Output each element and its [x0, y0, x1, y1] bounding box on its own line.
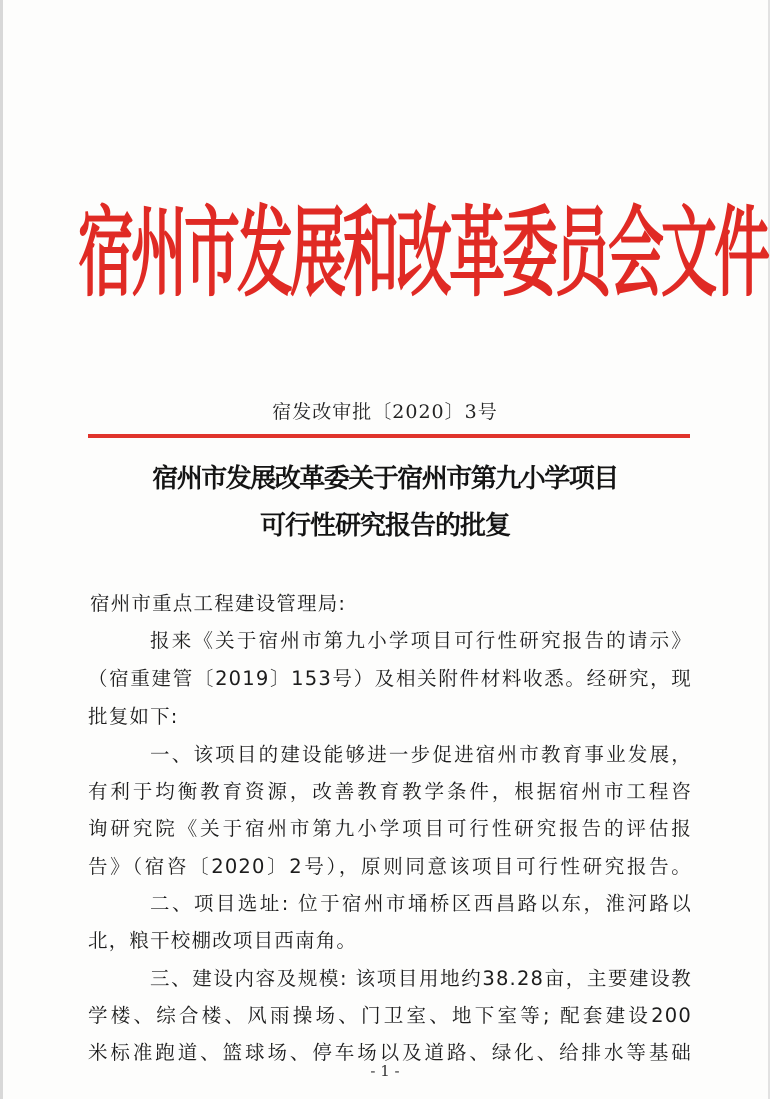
- page-number: - 1 -: [370, 1062, 400, 1080]
- body-line: 三、建设内容及规模: 该项目用地约38.28亩，主要建设教: [150, 967, 692, 990]
- body-line: 告》（宿咨〔2020〕2号），原则同意该项目可行性研究报告。: [88, 855, 692, 878]
- masthead-title: 宿州市发展和改革委员会文件: [78, 195, 767, 311]
- document-title-line-2: 可行性研究报告的批复: [259, 511, 510, 541]
- body-line: 北，粮干校棚改项目西南角。: [88, 929, 358, 952]
- scan-edge-left: [0, 0, 3, 1099]
- recipient-line: 宿州市重点工程建设管理局:: [90, 592, 347, 615]
- document-title-line-1: 宿州市发展改革委关于宿州市第九小学项目: [152, 464, 618, 494]
- document-number: 宿发改审批〔2020〕3号: [272, 401, 498, 423]
- body-line: 批复如下:: [88, 705, 179, 728]
- body-line: 报来《关于宿州市第九小学项目可行性研究报告的请示》: [150, 629, 692, 652]
- red-separator-rule: [88, 434, 690, 438]
- body-line: 有利于均衡教育资源，改善教育教学条件，根据宿州市工程咨: [88, 780, 692, 803]
- body-line: 询研究院《关于宿州市第九小学项目可行性研究报告的评估报: [88, 817, 692, 840]
- body-line: 米标准跑道、篮球场、停车场以及道路、绿化、给排水等基础: [88, 1041, 692, 1064]
- body-line: 学楼、综合楼、风雨操场、门卫室、地下室等; 配套建设200: [88, 1004, 692, 1027]
- body-line: 一、该项目的建设能够进一步促进宿州市教育事业发展，: [150, 743, 692, 766]
- body-line: （宿重建管〔2019〕153号）及相关附件材料收悉。经研究，现: [88, 667, 692, 690]
- body-line: 二、项目选址: 位于宿州市埇桥区西昌路以东，淮河路以: [150, 892, 692, 915]
